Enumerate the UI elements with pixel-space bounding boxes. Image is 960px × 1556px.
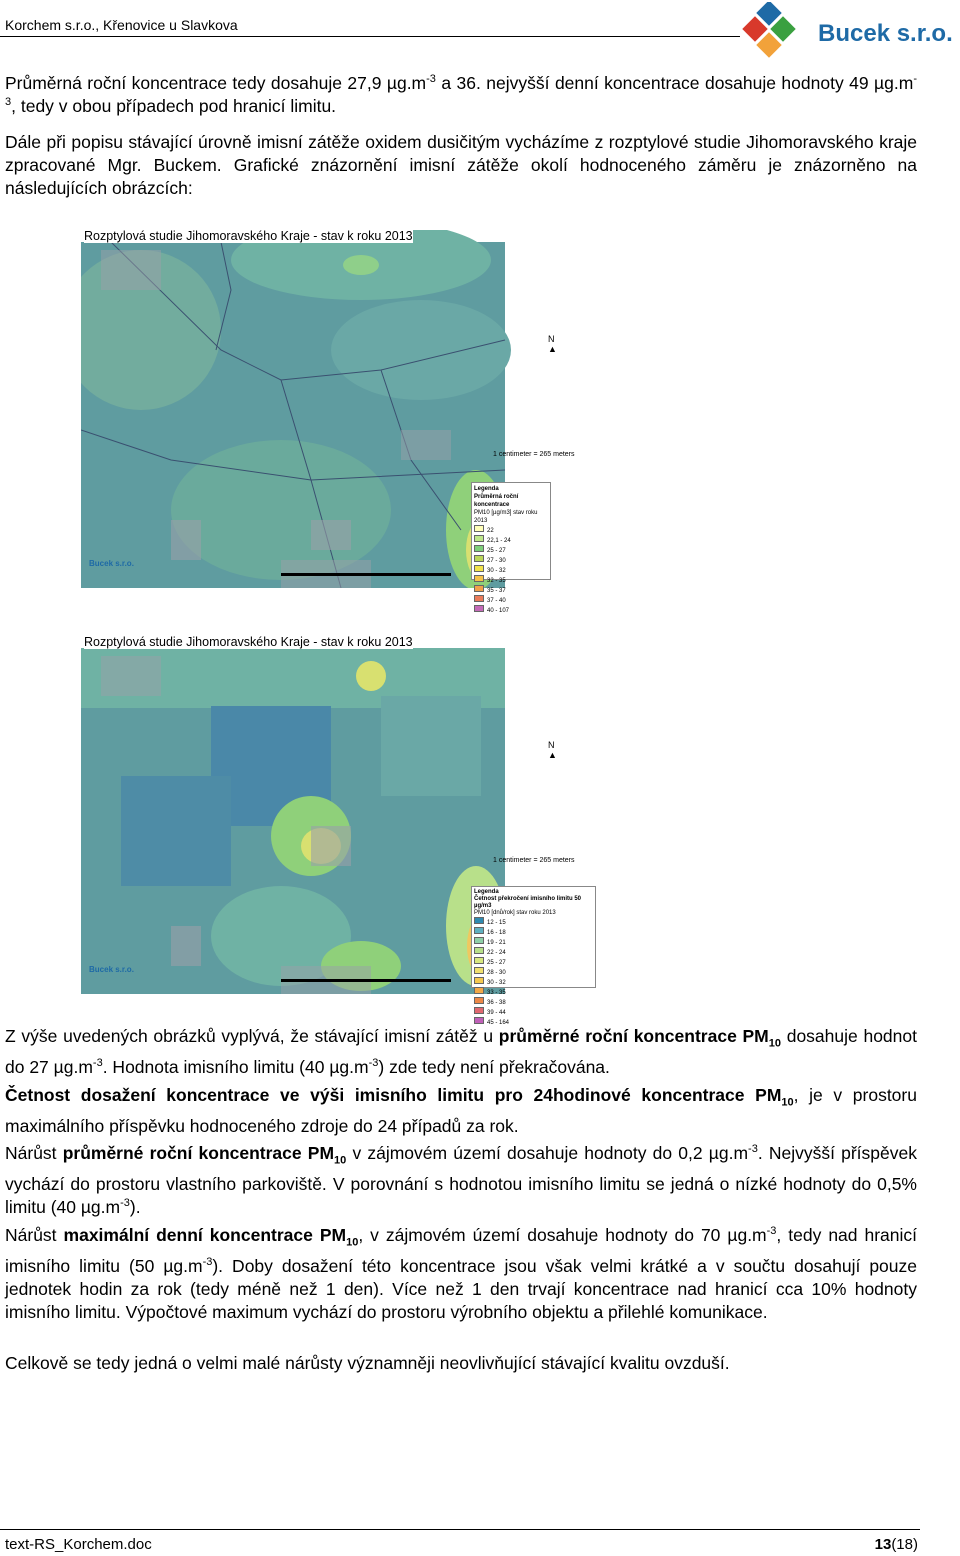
map-figure-1	[81, 229, 601, 614]
map-1-legend-label: 37 - 40	[487, 598, 506, 604]
map-1-legend-label: 35 - 37	[487, 588, 506, 594]
paragraph-6: Nárůst maximální denní koncentrace $PM_{10}$, v zájmovém území dosahuje hodnoty do 70 $\mu g.m^{-3}$, tedy nad hranicí imisního limitu (50 $\mu g.m^{-3}$). Doby dosažení této koncentrace jsou však velmi krátké a v součtu dosahují pouze jednotek hodin za rok (tedy méně než 1 den). Více než 1 den trvají koncentrace nad hranicí cca 10% hodnoty imisního limitu. Výpočtové maximum vychází do prostoru výrobního objektu a přilehlé komunikace.	[5, 1225, 918, 1322]
map-2-scale-text: 1 centimeter = 265 meters	[493, 857, 575, 864]
map-2-legend-swatch	[474, 917, 484, 924]
footer-rule	[0, 1529, 920, 1530]
map-2-legend-label: 22 - 24	[487, 950, 506, 956]
map-2-legend-swatch	[474, 947, 484, 954]
map-2-legend-item	[474, 957, 593, 967]
map-2-legend-item	[474, 927, 593, 937]
map-2-legend-swatch	[474, 1007, 484, 1014]
paragraph-4: Četnost dosažení koncentrace ve výši imisního limitu pro 24hodinové koncentrace $PM_{10}$, je v prostoru maximálního příspěvku hodnoceného zdroje do 24 případů za rok.	[5, 1085, 917, 1136]
map-1-legend-item	[474, 595, 548, 605]
map-1-legend-item	[474, 535, 548, 545]
map-2-legend-label: 30 - 32	[487, 980, 506, 986]
map-2-legend-item	[474, 987, 593, 997]
paragraph-1: Průměrná roční koncentrace tedy dosahuje 27,9 $\mu g.m^{-3}$ a 36. nejvyšší denní koncentrace dosahuje hodnoty 49 $\mu g.m^{-3}$, tedy v obou případech pod hranicí limitu.	[5, 73, 917, 116]
map-1-title: Rozptylová studie Jihomoravského Kraje - stav k roku 2013	[84, 229, 413, 243]
map-2-legend-item	[474, 967, 593, 977]
map-2-legend-swatch	[474, 967, 484, 974]
map-2-legend-label: 45 - 164	[487, 1020, 510, 1026]
map-1-legend-label: 32 - 35	[487, 578, 506, 584]
map-2-logo: Bucek s.r.o.	[89, 965, 134, 974]
map-1-legend-swatch	[474, 585, 484, 592]
map-2-legend-swatch	[474, 927, 484, 934]
footer-page-number: 13(18)	[874, 1536, 918, 1553]
map-1-legend-item	[474, 585, 548, 595]
map-1-legend-swatch	[474, 605, 484, 612]
map-2-legend-label: 33 - 35	[487, 990, 506, 996]
map-1-legend-swatch	[474, 565, 484, 572]
map-1-north-icon: N ▲	[548, 334, 557, 354]
map-2-legend-swatch	[474, 987, 484, 994]
map-2-legend-item	[474, 977, 593, 987]
map-1-legend-item	[474, 605, 548, 615]
map-2-legend-label: 28 - 30	[487, 970, 506, 976]
map-2-legend-item	[474, 997, 593, 1007]
map-2-legend-item	[474, 1007, 593, 1017]
map-1-legend-item	[474, 565, 548, 575]
map-1-legend-item	[474, 555, 548, 565]
map-2-legend-swatch	[474, 977, 484, 984]
paragraph-7: Celkově se tedy jedná o velmi malé nárůsty významněji neovlivňující stávající kvalitu ovzduší.	[5, 1353, 730, 1373]
map-2-legend-swatch	[474, 997, 484, 1004]
map-1-legend-swatch	[474, 595, 484, 602]
map-figure-2	[81, 635, 601, 1026]
map-2-legend-label: 36 - 38	[487, 1000, 506, 1006]
map-1-legend-swatch	[474, 525, 484, 532]
map-1-legend-label: 40 - 107	[487, 608, 510, 614]
footer-filename: text-RS_Korchem.doc	[5, 1536, 152, 1553]
map-2-title: Rozptylová studie Jihomoravského Kraje - stav k roku 2013	[84, 635, 413, 649]
paragraph-3: Z výše uvedených obrázků vyplývá, že stávající imisní zátěž u průměrné roční koncentrace $PM_{10}$ dosahuje hodnot do 27 $\mu g.m^{-3}$. Hodnota imisního limitu (40 $\mu g.m^{-3}$) zde tedy není překračována.	[5, 1026, 917, 1077]
map-2-legend-swatch	[474, 957, 484, 964]
map-2-legend-item	[474, 947, 593, 957]
map-1-logo: Bucek s.r.o.	[89, 559, 134, 568]
map-2-legend-label: 12 - 15	[487, 920, 506, 926]
map-2-legend-item	[474, 937, 593, 947]
map-1-legend-label: 25 - 27	[487, 548, 506, 554]
map-2-north-icon: N ▲	[548, 740, 557, 760]
map-1-legend-item	[474, 575, 548, 585]
company-logo-icon	[738, 2, 808, 66]
paragraph-2: Dále při popisu stávající úrovně imisní zátěže oxidem dusičitým vycházíme z rozptylové studie Jihomoravského kraje zpracované Mgr. Buckem. Grafické znázornění imisní zátěže okolí hodnoceného záměru je znázorněno na následujících obrázcích:	[5, 132, 917, 198]
map-1-legend-swatch	[474, 575, 484, 582]
map-1-legend-item	[474, 545, 548, 555]
map-2-legend-swatch	[474, 1017, 484, 1024]
map-2-legend-label: 25 - 27	[487, 960, 506, 966]
map-1-legend-swatch	[474, 555, 484, 562]
map-1-scale-text: 1 centimeter = 265 meters	[493, 451, 575, 458]
map-2-legend-label: 16 - 18	[487, 930, 506, 936]
paragraph-5: Nárůst průměrné roční koncentrace $PM_{10}$ v zájmovém území dosahuje hodnoty do 0,2 $\mu g.m^{-3}$. Nejvyšší příspěvek vychází do prostoru vlastního parkoviště. V porovnání s hodnotou imisního limitu se jedná o nízké hodnoty do 0,5% limitu (40 $\mu g.m^{-3}$).	[5, 1143, 917, 1217]
map-2-legend: Legenda Četnost překročení imisního limitu 50 µg/m3 PM10 [dnů/rok] stav roku 2013 12 - 15 16 - 18 19 - 21 22 - 24 25 - 27 28 - 30 30 - 32 33 - 35 36 - 38 39 - 44 45 - 164	[471, 886, 596, 988]
map-2-legend-swatch	[474, 937, 484, 944]
map-2-legend-label: 19 - 21	[487, 940, 506, 946]
map-1-legend-label: 30 - 32	[487, 568, 506, 574]
header-rule	[0, 36, 740, 37]
map-2-legend-item	[474, 917, 593, 927]
map-2-legend-label: 39 - 44	[487, 1010, 506, 1016]
map-1-legend-swatch	[474, 535, 484, 542]
map-1-legend-label: 22,1 - 24	[487, 538, 511, 544]
header-title: Korchem s.r.o., Křenovice u Slavkova	[5, 17, 238, 33]
company-name: Bucek s.r.o.	[818, 20, 953, 47]
map-1-legend-label: 22	[487, 528, 494, 534]
map-1-legend: Legenda Průměrná roční koncentrace PM10 [µg/m3] stav roku 2013 22 22,1 - 24 25 - 27 27 - 30 30 - 32 32 - 35 35 - 37 37 - 40 40 - 107	[471, 482, 551, 580]
map-1-legend-item	[474, 525, 548, 535]
map-1-legend-swatch	[474, 545, 484, 552]
map-1-legend-label: 27 - 30	[487, 558, 506, 564]
